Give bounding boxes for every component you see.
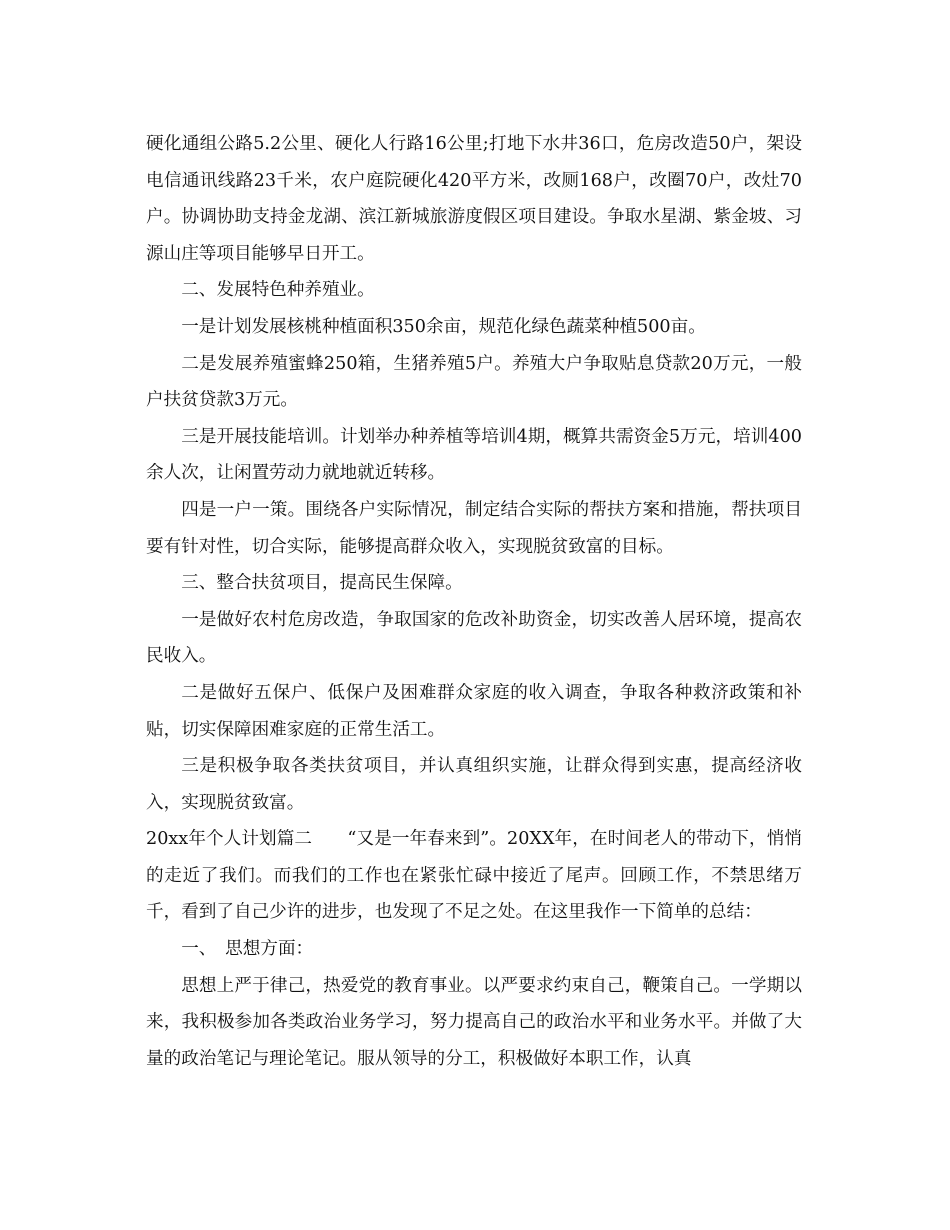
- paragraph-one-household-one-policy: 四是一户一策。围绕各户实际情况，制定结合实际的帮扶方案和措施，帮扶项目要有针对性，切合实际，能够提高群众收入，实现脱贫致富的目标。: [146, 499, 802, 557]
- paragraph-beekeeping: 二是发展养殖蜜蜂250箱，生猪养殖5户。养殖大户争取贴息贷款20万元，一般户扶贫贷款3万元。: [146, 353, 802, 411]
- heading-ideology: 一、 思想方面：: [181, 939, 314, 960]
- heading-poverty-projects: 三、整合扶贫项目，提高民生保障。: [181, 573, 463, 594]
- document-body: [146, 126, 802, 1077]
- paragraph-infrastructure: 硬化通组公路5.2公里、硬化人行路16公里;打地下水井36口，危房改造50户，架设电信通讯线路23千米，农户庭院硬化420平方米，改厕168户，改圈70户，改灶70户。协调协助支持金龙湖、滨江新城旅游度假区项目建设。争取水星湖、紫金坡、习源山庄等项目能够早日开工。: [146, 134, 802, 264]
- heading-specialty-farming: 二、发展特色种养殖业。: [181, 280, 375, 301]
- paragraph-plan-part-two: 20xx年个人计划篇二 “又是一年春来到”。20XX年，在时间老人的带动下，悄悄的走近了我们。而我们的工作也在紧张忙碌中接近了尾声。回顾工作，不禁思绪万千，看到了自己少许的进步，也发现了不足之处。在这里我作一下简单的总结：: [146, 829, 802, 923]
- paragraph-income-survey: 二是做好五保户、低保户及困难群众家庭的收入调查，争取各种救济政策和补贴，切实保障困难家庭的正常生活工。: [146, 682, 802, 740]
- paragraph-ideology-details: 思想上严于律己，热爱党的教育事业。以严要求约束自己，鞭策自己。一学期以来，我积极参加各类政治业务学习，努力提高自己的政治水平和业务水平。并做了大量的政治笔记与理论笔记。服从领导的分工，积极做好本职工作，认真: [146, 975, 802, 1069]
- paragraph-housing-renovation: 一是做好农村危房改造，争取国家的危改补助资金，切实改善人居环境，提高农民收入。: [146, 609, 802, 667]
- paragraph-skills-training: 三是开展技能培训。计划举办种养植等培训4期，概算共需资金5万元，培训400余人次，让闲置劳动力就地就近转移。: [146, 426, 802, 484]
- paragraph-project-implementation: 三是积极争取各类扶贫项目，并认真组织实施，让群众得到实惠，提高经济收入，实现脱贫致富。: [146, 756, 802, 813]
- paragraph-walnut-planting: 一是计划发展核桃种植面积350余亩，规范化绿色蔬菜种植500亩。: [181, 316, 706, 337]
